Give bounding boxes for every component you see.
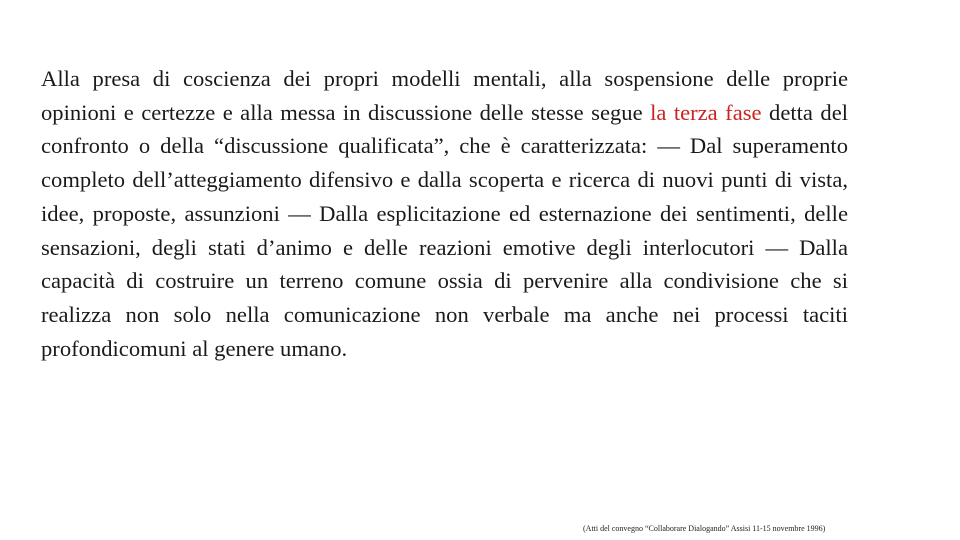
- source-footnote: (Atti del convegno “Collaborare Dialogando” Assisi 11-15 novembre 1996): [583, 524, 826, 533]
- paragraph-text-end: detta del confronto o della “discussione qualificata”, che è caratterizzata: — Dal superamento completo dell’atteggiamento difensivo e dalla scoperta e ricerca di nuovi punti di vista, idee, proposte, assunzioni — Dalla esplicitazione ed esternazione dei sentimenti, delle sensazioni, degli stati d’animo e delle reazioni emotive degli interlocutori — Dalla capacità di costruire un terreno comune ossia di pervenire alla condivisione che si realizza non solo nella comunicazione non verbale ma anche nei processi taciti profondicomuni al genere umano.: [41, 99, 848, 361]
- highlighted-phrase: la terza fase: [650, 99, 762, 125]
- paragraph-text-start: Alla presa di coscienza dei propri modelli mentali, alla sospensione delle proprie opinioni e certezze e alla messa in discussione delle stesse segue: [41, 66, 848, 125]
- body-paragraph: [41, 62, 848, 365]
